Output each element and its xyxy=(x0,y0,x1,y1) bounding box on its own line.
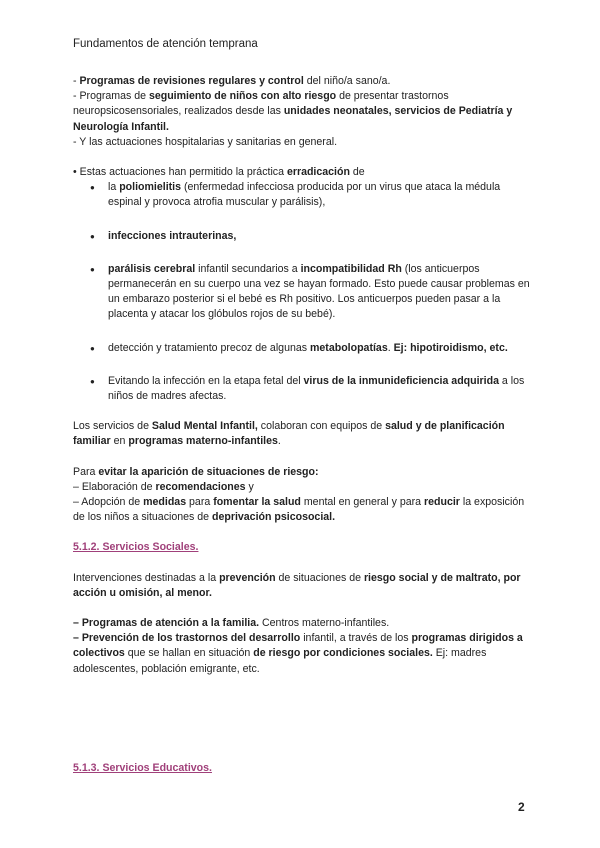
paragraph-prevencion-trastornos: – Prevención de los trastornos del desarrollo infantil, a través de los programas dirigidos a colectivos que se hallan en situación de riesgo por condiciones sociales. Ej: madres adolescentes, población emigrante, etc. xyxy=(73,632,523,675)
paragraph-intervenciones: Intervenciones destinadas a la prevención de situaciones de riesgo social y de maltrato, por acción u omisión, al menor. xyxy=(73,571,521,599)
paragraph-recomendaciones: – Elaboración de recomendaciones y xyxy=(73,480,254,493)
paragraph-erradicacion: • Estas actuaciones han permitido la práctica erradicación de xyxy=(73,166,365,179)
section-heading-servicios-educativos: 5.1.3. Servicios Educativos. xyxy=(73,762,212,774)
section-heading-servicios-sociales: 5.1.2. Servicios Sociales. xyxy=(73,541,199,554)
list-item: ● la poliomielitis (enfermedad infecciosa producida por un virus que ataca la médula espinal y provoca atrofia muscular y parálisis), xyxy=(108,180,535,210)
paragraph-salud-mental: Los servicios de Salud Mental Infantil, colaboran con equipos de salud y de planificación familiar en programas materno-infantiles. xyxy=(73,420,505,448)
paragraph-revisiones: - Programas de revisiones regulares y control del niño/a sano/a. xyxy=(73,75,391,87)
page-number: 2 xyxy=(518,800,525,814)
page-content xyxy=(73,74,535,677)
list-item: ● detección y tratamiento precoz de algunas metabolopatías. Ej: hipotiroidismo, etc. xyxy=(108,341,535,356)
paragraph-medidas: – Adopción de medidas para fomentar la salud mental en general y para reducir la exposición de los niños a situaciones de deprivación psicosocial. xyxy=(73,496,525,524)
paragraph-hospitalarias: - Y las actuaciones hospitalarias y sanitarias en general. xyxy=(73,135,338,148)
list-item: ● Evitando la infección en la etapa fetal del virus de la inmunideficiencia adquirida a los niños de madres afectas. xyxy=(108,374,535,404)
erradicacion-list xyxy=(73,180,535,404)
paragraph-evitar-riesgo: Para evitar la aparición de situaciones de riesgo: xyxy=(73,465,319,478)
list-item: ● infecciones intrauterinas, xyxy=(108,229,535,244)
list-item: ● parálisis cerebral infantil secundarios a incompatibilidad Rh (los anticuerpos permanecerán en su cuerpo una vez se hayan formado. Esto puede causar problemas en un embarazo posterior si el bebé es Rh positivo. Los anticuerpos pueden pasar a la placenta y atacar los glóbulos rojos de su bebé). xyxy=(108,262,535,323)
page-header-title: Fundamentos de atención temprana xyxy=(73,38,258,50)
paragraph-seguimiento: - Programas de seguimiento de niños con alto riesgo de presentar trastornos neuropsicosensoriales, realizados desde las unidades neonatales, servicios de Pediatría y Neurología Infantil. xyxy=(73,90,513,133)
paragraph-programas-familia: – Programas de atención a la familia. Centros materno-infantiles. xyxy=(73,617,390,630)
